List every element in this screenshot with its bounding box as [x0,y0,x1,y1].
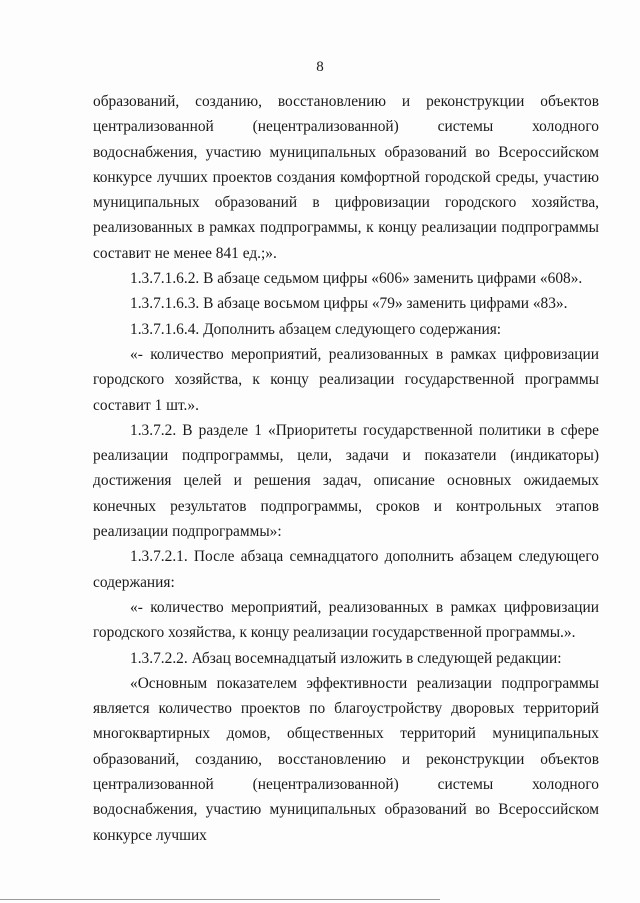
paragraph-1-3-7-1-6-3: 1.3.7.1.6.3. В абзаце восьмом цифры «79» заменить цифрами «83». [130,295,568,313]
paragraph-continuation: образований, созданию, восстановлению и реконструкции объектов централизованной (нецентрализованной) системы холодного водоснабжения, участию муниципальных образований во Всероссийском конкурсе лучших проектов создания комфортной городской среды, участию муниципальных образований в цифровизации городского хозяйства, реализованных в рамках подпрограммы, к концу реализации подпрограммы составит не менее 841 ед.;». [93,93,599,262]
paragraph-1-3-7-1-6-2: 1.3.7.1.6.2. В абзаце седьмом цифры «606» заменить цифрами «608». [130,270,583,288]
page-number: 8 [316,59,324,75]
quoted-insert-1: «- количество мероприятий, реализованных в рамках цифровизации городского хозяйства, к концу реализации государственной программы составит 1 шт.». [93,345,599,414]
paragraph-1-3-7-1-6-4: 1.3.7.1.6.4. Дополнить абзацем следующего содержания: [130,320,502,338]
document-body [93,89,599,848]
paragraph-1-3-7-2-2: 1.3.7.2.2. Абзац восемнадцатый изложить в следующей редакции: [130,649,562,667]
quoted-insert-3: «Основным показателем эффективности реализации подпрограммы является количество проектов по благоустройству дворовых территорий многоквартирных домов, общественных территорий муниципальных образований, созданию, восстановлению и реконструкции объектов централизованной (нецентрализованной) системы холодного водоснабжения, участию муниципальных образований во Всероссийском конкурсе лучших [93,674,599,844]
page-bottom-rule [0,899,440,900]
quoted-insert-2: «- количество мероприятий, реализованных в рамках цифровизации городского хозяйства, к концу реализации государственной программы.». [93,598,599,642]
paragraph-1-3-7-2: 1.3.7.2. В разделе 1 «Приоритеты государственной политики в сфере реализации подпрограммы, цели, задачи и показатели (индикаторы) достижения целей и решения задач, описание основных ожидаемых конечных результатов подпрограммы, сроков и контрольных этапов реализации подпрограммы»: [93,421,599,541]
paragraph-1-3-7-2-1: 1.3.7.2.1. После абзаца семнадцатого дополнить абзацем следующего содержания: [93,548,599,591]
